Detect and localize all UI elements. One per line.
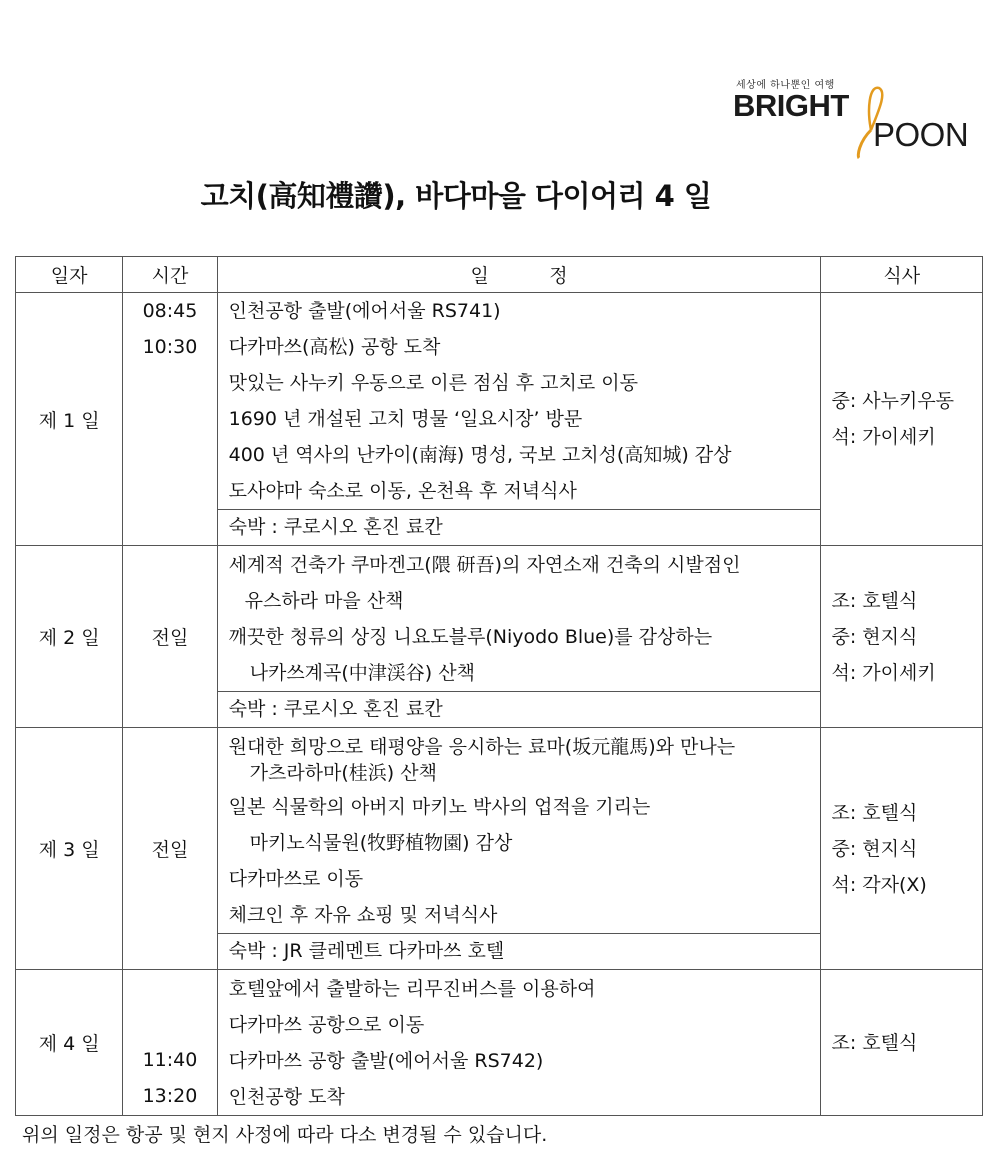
header-meal: 식사: [821, 257, 983, 293]
schedule-line: 다카마쓰 공항 출발(에어서울 RS742): [228, 1049, 544, 1072]
schedule-line: 깨끗한 청류의 상징 니요도블루(Niyodo Blue)를 감상하는: [228, 625, 713, 648]
meal-line: 석: 가이세키: [831, 426, 936, 448]
schedule-line: 다카마쓰(高松) 공항 도착: [228, 336, 441, 358]
meal-cell: [821, 546, 983, 728]
schedule-line: 일본 식물학의 아버지 마키노 박사의 업적을 기리는: [228, 795, 651, 818]
schedule-line: 다카마쓰 공항으로 이동: [228, 1013, 425, 1036]
logo-tagline: 세상에 하나뿐인 여행: [736, 80, 835, 91]
time-value: 전일: [123, 546, 217, 728]
page-title: 고치(高知禮讚), 바다마을 다이어리 4 일: [200, 179, 712, 213]
header-schedule: 일 정: [217, 257, 821, 293]
time-value: 전일: [123, 728, 217, 970]
brand-logo: [733, 76, 969, 162]
stay-info: 숙박 : JR 클레멘트 다카마쓰 호텔: [218, 933, 821, 969]
schedule-line: 도사야마 숙소로 이동, 온천욕 후 저녁식사: [228, 480, 577, 502]
schedule-line: 다카마쓰로 이동: [228, 867, 364, 890]
day-label: 제 1 일: [16, 293, 123, 546]
stay-info: 숙박 : 쿠로시오 혼진 료칸: [218, 691, 821, 727]
day-label: 제 2 일: [16, 546, 123, 728]
table-row: [16, 970, 983, 1116]
schedule-line: 원대한 희망으로 태평양을 응시하는 료마(坂元龍馬)와 만나는: [228, 735, 736, 758]
meal-line: 조: 호텔식: [831, 801, 918, 824]
meal-line: 중: 현지식: [831, 625, 918, 648]
table-row: [16, 293, 983, 546]
schedule-line: 가츠라하마(桂浜) 산책: [249, 761, 437, 784]
schedule-line: 유스하라 마을 산책: [244, 589, 404, 612]
day-label: 제 4 일: [16, 970, 123, 1116]
meal-line: 조: 호텔식: [831, 589, 918, 612]
table-row: [16, 728, 983, 970]
schedule-line: 인천공항 출발(에어서울 RS741): [228, 300, 501, 322]
schedule-line: 나카쓰계곡(中津渓谷) 산책: [249, 661, 475, 684]
time-value: 08:45: [142, 300, 198, 322]
meal-line: 조: 호텔식: [831, 1031, 918, 1054]
logo-word-spoon: POON: [873, 116, 969, 153]
schedule-line: 인천공항 도착: [228, 1085, 345, 1108]
footnote: 위의 일정은 항공 및 현지 사정에 따라 다소 변경될 수 있습니다.: [22, 1124, 548, 1146]
schedule-line: 1690 년 개설된 고치 명물 ‘일요시장’ 방문: [228, 408, 583, 430]
header-time: 시간: [123, 257, 217, 293]
meal-cell: [821, 970, 983, 1116]
schedule-line: 호텔앞에서 출발하는 리무진버스를 이용하여: [228, 977, 596, 1000]
time-value: 11:40: [142, 1049, 198, 1071]
stay-info: 숙박 : 쿠로시오 혼진 료칸: [218, 509, 821, 545]
schedule-cell: [217, 970, 821, 1116]
schedule-line: 400 년 역사의 난카이(南海) 명성, 국보 고치성(高知城) 감상: [228, 444, 732, 466]
time-value: 10:30: [142, 336, 198, 358]
time-value: 13:20: [142, 1085, 198, 1107]
schedule-line: 세계적 건축가 쿠마겐고(隈 研吾)의 자연소재 건축의 시발점인: [228, 553, 741, 576]
header-row: [16, 257, 983, 293]
schedule-line: 마키노식물원(牧野植物園) 감상: [249, 831, 513, 854]
meal-line: 중: 사누키우동: [831, 390, 955, 412]
logo-word-bright: BRIGHT: [733, 88, 849, 123]
meal-line: 석: 가이세키: [831, 661, 936, 684]
time-cell: [123, 970, 217, 1116]
schedule-cell: [217, 293, 821, 546]
header-day: 일자: [16, 257, 123, 293]
meal-cell: [821, 293, 983, 546]
schedule-line: 체크인 후 자유 쇼핑 및 저녁식사: [228, 903, 498, 926]
time-cell: [123, 293, 217, 546]
meal-cell: [821, 728, 983, 970]
table-row: [16, 546, 983, 728]
meal-line: 석: 각자(X): [831, 873, 927, 896]
schedule-line: 맛있는 사누키 우동으로 이른 점심 후 고치로 이동: [228, 372, 638, 394]
day-label: 제 3 일: [16, 728, 123, 970]
schedule-cell: [217, 728, 821, 970]
meal-line: 중: 현지식: [831, 837, 918, 860]
schedule-cell: [217, 546, 821, 728]
itinerary-table: [15, 256, 983, 1116]
